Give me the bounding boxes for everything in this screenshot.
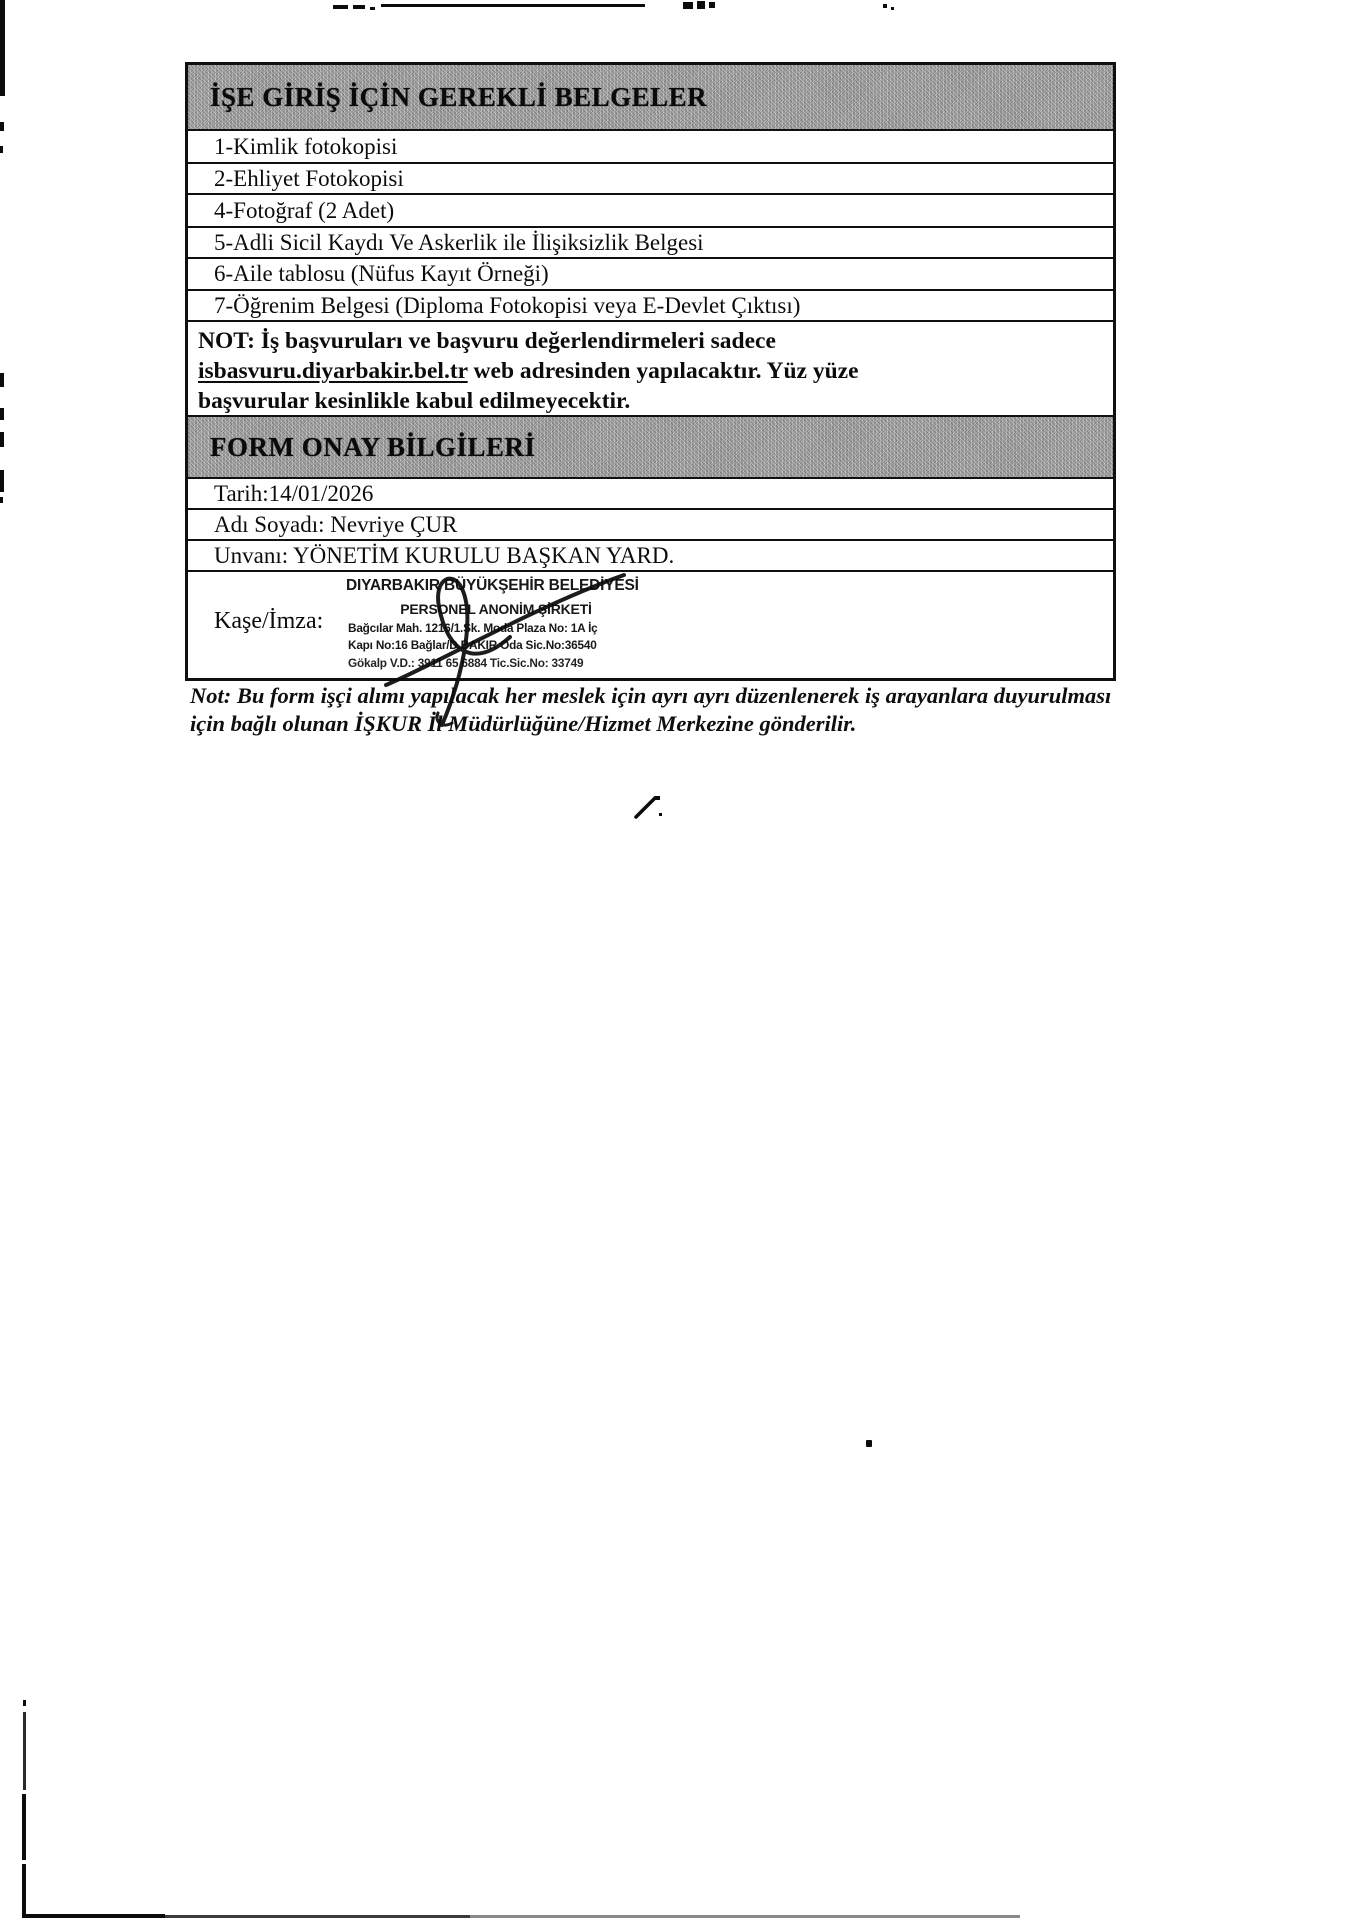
scan-artifact-top-dot	[370, 7, 375, 10]
ink-dot	[866, 1440, 872, 1447]
scan-artifact-bottomleft-dash	[23, 1700, 26, 1706]
scan-artifact-bottom-line	[22, 1914, 165, 1918]
stamp-line-company-2: PERSONEL ANONİM ŞİRKETİ	[400, 600, 592, 617]
adi-soyadi-row	[188, 510, 1113, 541]
application-note-row	[188, 322, 1113, 417]
footnote-prefix: Not:	[190, 683, 232, 708]
scan-artifact-left-mark	[0, 497, 3, 503]
scan-artifact-top-dash	[333, 5, 348, 9]
scan-artifact-bottomleft-line	[23, 1712, 26, 1790]
table-header-ise-giris-label: İŞE GİRİŞ İÇİN GEREKLİ BELGELER	[210, 82, 708, 112]
scan-artifact-left-mark	[0, 408, 4, 420]
application-url: isbasvuru.diyarbakir.bel.tr	[198, 358, 468, 384]
tarih-row	[188, 479, 1113, 510]
doc-row-label: 2-Ehliyet Fotokopisi	[214, 165, 404, 191]
unvani-value: Unvanı: YÖNETİM KURULU BAŞKAN YARD.	[214, 542, 675, 568]
adi-soyadi-value: Adı Soyadı: Nevriye ÇUR	[214, 511, 458, 537]
scan-artifact-top-mark	[683, 2, 693, 9]
stamp-line-address-1: Bağcılar Mah. 1216/1.Sk. Moda Plaza No: 1A İç	[348, 620, 598, 635]
scan-artifact-top-line	[381, 4, 645, 7]
table-header-form-onay-label: FORM ONAY BİLGİLERİ	[210, 432, 536, 462]
doc-row-label: 4-Fotoğraf (2 Adet)	[214, 197, 395, 223]
scan-artifact-top-mark	[709, 2, 715, 8]
scan-artifact-left-mark	[0, 470, 4, 492]
doc-row-label: 6-Aile tablosu (Nüfus Kayıt Örneği)	[214, 261, 549, 286]
unvani-row	[188, 541, 1113, 572]
doc-row-label: 7-Öğrenim Belgesi (Diploma Fotokopisi veya E-Devlet Çıktısı)	[214, 292, 801, 318]
required-documents-table	[185, 62, 1116, 681]
scan-artifact-left-mark	[0, 373, 4, 387]
doc-row-kimlik	[188, 131, 1113, 164]
table-header-form-onay	[188, 417, 1113, 479]
stamp-line-company: DIYARBAKIR BÜYÜKŞEHİR BELEDİYESİ	[346, 577, 639, 594]
note-line-1: NOT: İş başvuruları ve başvuru değerlendirmeleri sadece	[198, 328, 776, 354]
doc-row-adli-sicil	[188, 228, 1113, 259]
scan-artifact-bottom-line	[165, 1915, 470, 1918]
scan-artifact-left-mark	[0, 122, 4, 131]
pen-mark	[628, 793, 668, 825]
scan-artifact-top-tick	[891, 7, 894, 10]
doc-row-label: 1-Kimlik fotokopisi	[214, 133, 398, 159]
kase-imza-row	[188, 572, 1113, 678]
note-line-2	[198, 356, 1103, 386]
scan-artifact-bottomleft-line	[22, 1794, 26, 1860]
scan-artifact-top-mark	[697, 1, 705, 9]
footnote	[190, 682, 1135, 738]
doc-row-fotograf	[188, 195, 1113, 228]
doc-row-label: 5-Adli Sicil Kaydı Ve Askerlik ile İlişiksizlik Belgesi	[214, 229, 704, 255]
scan-artifact-left-bar	[0, 0, 5, 96]
scan-artifact-left-mark	[0, 432, 4, 447]
footnote-text: Bu form işçi alımı yapılacak her meslek için ayrı ayrı düzenlenerek iş arayanlara duyurulması için bağlı olunan İŞKUR İl Müdürlüğüne/Hizmet Merkezine gönderilir.	[190, 683, 1112, 736]
tarih-value: Tarih:14/01/2026	[214, 480, 374, 506]
scan-artifact-left-mark	[0, 146, 3, 153]
note-line-3: başvurular kesinlikle kabul edilmeyecektir.	[198, 388, 631, 414]
note-line-2-rest: web adresinden yapılacaktır. Yüz yüze	[467, 358, 859, 384]
stamp-line-tax: Gökalp V.D.: 3911 65 6884 Tic.Sic.No: 33749	[348, 656, 584, 671]
scan-artifact-bottom-line	[470, 1915, 1020, 1918]
scan-artifact-top-tick	[883, 4, 887, 8]
stamp-line-address-2: Kapı No:16 Bağlar/D.BAKIR Oda Sic.No:36540	[348, 638, 597, 653]
doc-row-ogrenim-belgesi	[188, 291, 1113, 322]
scan-artifact-bottomleft-line	[22, 1864, 26, 1918]
company-stamp	[346, 578, 676, 676]
doc-row-aile-tablosu	[188, 259, 1113, 291]
doc-row-ehliyet	[188, 164, 1113, 195]
table-header-ise-giris	[188, 65, 1113, 131]
scan-artifact-top-dash	[353, 5, 365, 9]
kase-imza-label: Kaşe/İmza:	[214, 608, 324, 634]
